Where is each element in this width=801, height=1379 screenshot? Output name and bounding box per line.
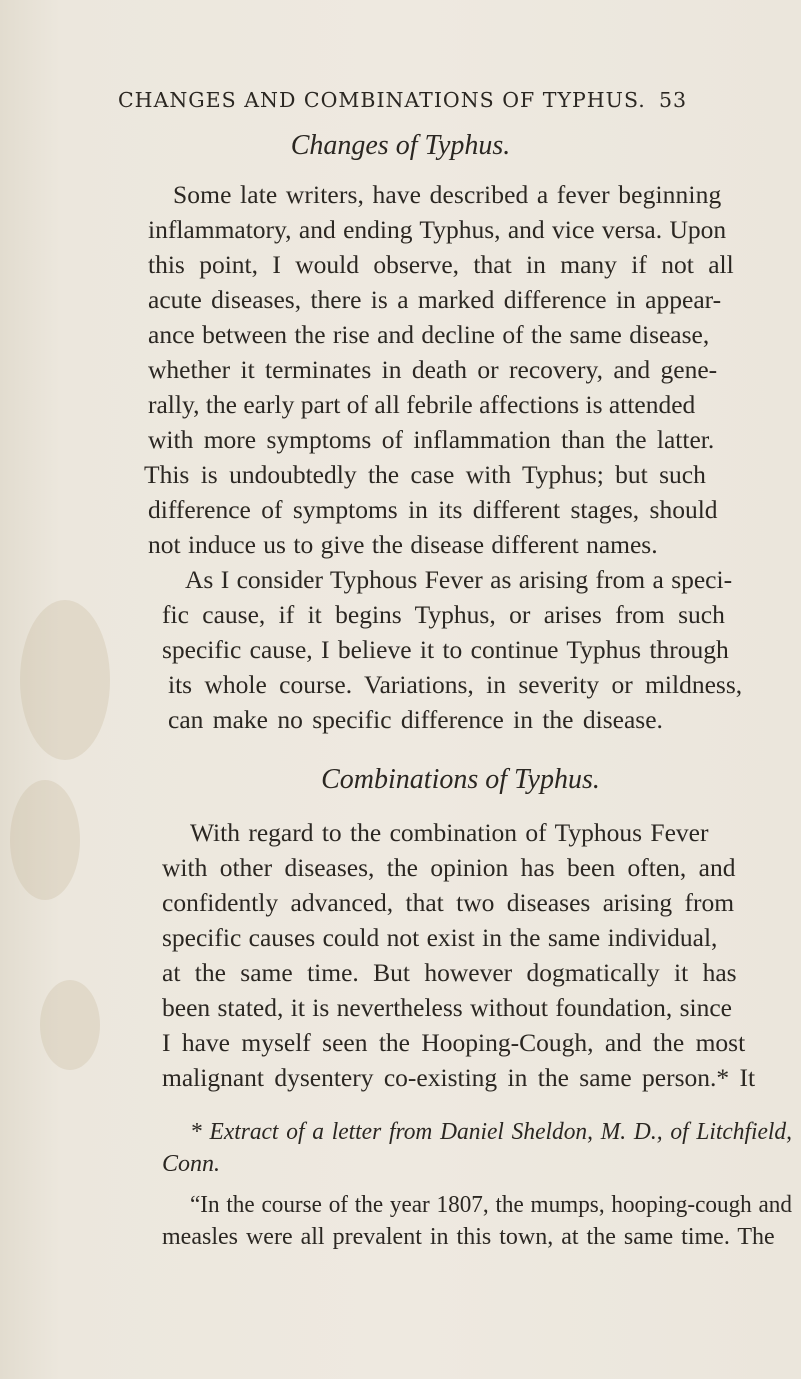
text-line: specific causes could not exist in the same individual, [162,923,718,952]
text-line: fic cause, if it begins Typhus, or arises from such [162,600,725,629]
text-line: I have myself seen the Hooping-Cough, and the most [162,1028,746,1057]
text-line: not induce us to give the disease different names. [148,530,658,559]
text-line: its whole course. Variations, in severity or mildness, [168,670,743,699]
text-line: inflammatory, and ending Typhus, and vice versa. Upon [148,215,727,244]
text-line: this point, I would observe, that in many if not all [148,250,734,279]
text-line: at the same time. But however dogmatically it has [162,958,737,987]
text-line: acute diseases, there is a marked difference in appear- [148,285,722,314]
footnote-title-line: * Extract of a letter from Daniel Sheldon, M. D., of Litchfield, [190,1119,792,1145]
section-heading-changes: Changes of Typhus. [290,130,511,161]
text-line: As I consider Typhous Fever as arising from a speci- [185,565,733,594]
text-line: with more symptoms of inflammation than the latter. [148,425,715,454]
footnote-text-line: measles were all prevalent in this town, at the same time. The [162,1224,775,1250]
text-line: confidently advanced, that two diseases arising from [162,888,735,917]
text-line: This is undoubtedly the case with Typhus; but such [144,460,706,489]
text-line: With regard to the combination of Typhous Fever [190,818,709,847]
running-head-title: CHANGES AND COMBINATIONS OF TYPHUS. [118,88,646,112]
text-line: can make no specific difference in the disease. [168,705,663,734]
running-head [118,88,718,112]
text-line: whether it terminates in death or recovery, and gene- [148,355,718,384]
text-line: difference of symptoms in its different stages, should [148,495,718,524]
page-number: 53 [659,88,688,112]
text-line: malignant dysentery co-existing in the same person.* It [162,1063,756,1092]
text-line: ance between the rise and decline of the same disease, [148,320,710,349]
text-line: with other diseases, the opinion has been often, and [162,853,736,882]
footnote-text-line: “In the course of the year 1807, the mumps, hooping-cough and [190,1192,792,1218]
text-line: been stated, it is nevertheless without foundation, since [162,993,732,1022]
text-line: specific cause, I believe it to continue Typhus through [162,635,729,664]
footnote-title-line: Conn. [162,1151,221,1177]
section-heading-combinations: Combinations of Typhus. [321,764,600,795]
text-line: rally, the early part of all febrile affections is attended [148,390,696,419]
text-line: Some late writers, have described a fever beginning [173,180,722,209]
